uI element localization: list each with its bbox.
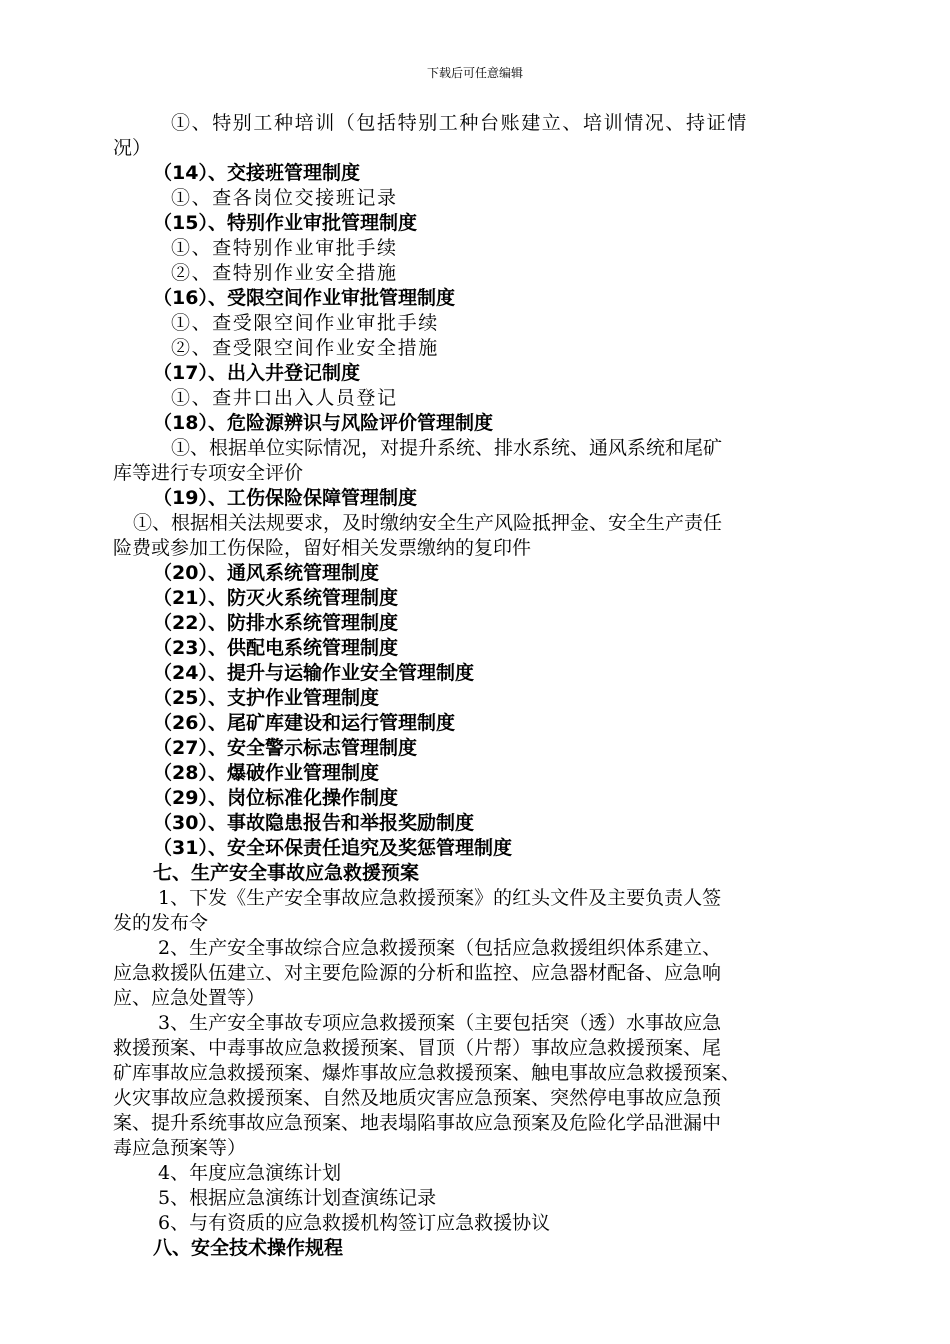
body-line: ②、查特别作业安全措施	[171, 262, 398, 284]
body-line: ①、特别工种培训（包括特别工种台账建立、培训情况、持证情	[171, 112, 748, 134]
body-line: 4、年度应急演练计划	[158, 1162, 342, 1184]
body-line: 况）	[113, 137, 152, 159]
section-heading: （24）、提升与运输作业安全管理制度	[153, 662, 474, 684]
body-line: ①、查特别作业审批手续	[171, 237, 398, 259]
section-heading: （26）、尾矿库建设和运行管理制度	[153, 712, 455, 734]
section-heading: （20）、通风系统管理制度	[153, 562, 379, 584]
section-heading: （19）、工伤保险保障管理制度	[153, 487, 417, 509]
section-heading: （30）、事故隐患报告和举报奖励制度	[153, 812, 474, 834]
body-line: 2、生产安全事故综合应急救援预案（包括应急救援组织体系建立、	[158, 937, 722, 959]
body-line: 矿库事故应急救援预案、爆炸事故应急救援预案、触电事故应急救援预案、	[113, 1062, 741, 1084]
body-line: ①、查受限空间作业审批手续	[171, 312, 439, 334]
section-heading: （23）、供配电系统管理制度	[153, 637, 398, 659]
section-heading: （28）、爆破作业管理制度	[153, 762, 379, 784]
document-body	[113, 111, 843, 1261]
section-heading: （18）、危险源辨识与风险评价管理制度	[153, 412, 493, 434]
section-heading: （15）、特别作业审批管理制度	[153, 212, 417, 234]
section-heading: （25）、支护作业管理制度	[153, 687, 379, 709]
body-line: 险费或参加工伤保险，留好相关发票缴纳的复印件	[113, 537, 532, 559]
body-line: ①、查各岗位交接班记录	[171, 187, 398, 209]
body-line: 1、下发《生产安全事故应急救援预案》的红头文件及主要负责人签	[158, 887, 722, 909]
body-line: 火灾事故应急救援预案、自然及地质灾害应急预案、突然停电事故应急预	[113, 1087, 722, 1109]
section-heading: （22）、防排水系统管理制度	[153, 612, 398, 634]
body-line: ②、查受限空间作业安全措施	[171, 337, 439, 359]
section-heading: （21）、防灭火系统管理制度	[153, 587, 398, 609]
body-line: 库等进行专项安全评价	[113, 462, 304, 484]
body-line: 应急救援队伍建立、对主要危险源的分析和监控、应急器材配备、应急响	[113, 962, 722, 984]
page-header: 下载后可任意编辑	[426, 66, 523, 80]
section-heading: 八、安全技术操作规程	[153, 1237, 344, 1259]
body-line: ①、根据相关法规要求，及时缴纳安全生产风险抵押金、安全生产责任	[133, 512, 723, 534]
section-heading: （17）、出入井登记制度	[153, 362, 360, 384]
section-heading: （16）、受限空间作业审批管理制度	[153, 287, 455, 309]
section-heading: （31）、安全环保责任追究及奖惩管理制度	[153, 837, 512, 859]
section-heading: （29）、岗位标准化操作制度	[153, 787, 398, 809]
section-heading: 七、生产安全事故应急救援预案	[153, 862, 420, 884]
body-line: 3、生产安全事故专项应急救援预案（主要包括突（透）水事故应急	[158, 1012, 722, 1034]
body-line: 5、根据应急演练计划查演练记录	[158, 1187, 437, 1209]
body-line: 救援预案、中毒事故应急救援预案、冒顶（片帮）事故应急救援预案、尾	[113, 1037, 722, 1059]
body-line: 毒应急预案等）	[113, 1137, 247, 1159]
body-line: 发的发布令	[113, 912, 209, 934]
body-line: 6、与有资质的应急救援机构签订应急救援协议	[158, 1212, 551, 1234]
body-line: ①、查井口出入人员登记	[171, 387, 398, 409]
body-line: 案、提升系统事故应急预案、地表塌陷事故应急预案及危险化学品泄漏中	[113, 1112, 722, 1134]
body-line: 应、应急处置等）	[113, 987, 266, 1009]
section-heading: （27）、安全警示标志管理制度	[153, 737, 417, 759]
body-line: ①、根据单位实际情况，对提升系统、排水系统、通风系统和尾矿	[171, 437, 723, 459]
section-heading: （14）、交接班管理制度	[153, 162, 360, 184]
